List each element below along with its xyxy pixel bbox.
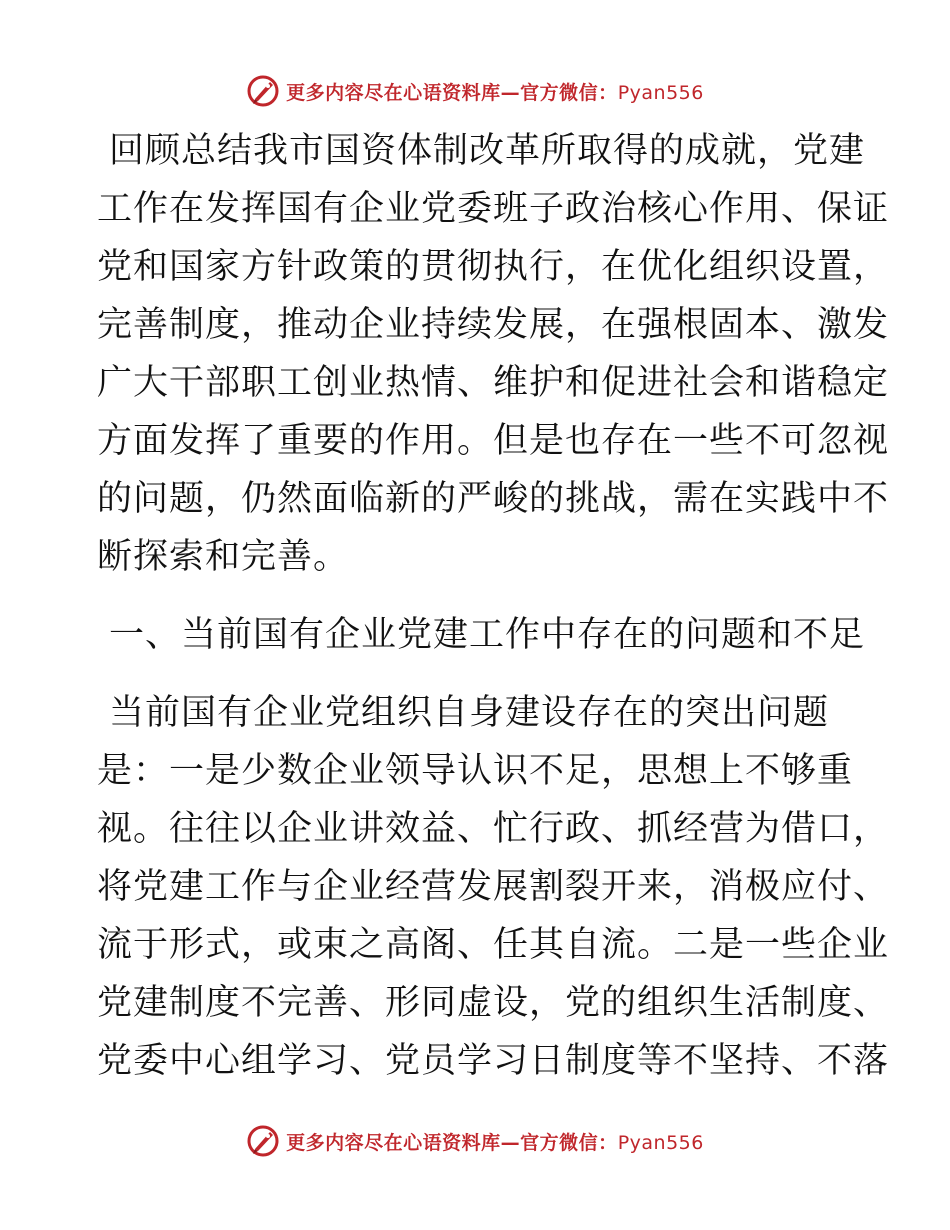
paragraph-1	[97, 122, 890, 586]
header-banner	[0, 69, 950, 113]
text-line: 当前国有企业党组织自身建设存在的突出问题	[109, 693, 830, 733]
document-body	[97, 122, 890, 1090]
text-line: 完善制度，推动企业持续发展，在强根固本、激发	[97, 305, 890, 345]
text-line: 广大干部职工创业热情、维护和促进社会和谐稳定	[97, 363, 890, 403]
text-line: 党建制度不完善、形同虚设，党的组织生活制度、	[97, 983, 890, 1023]
quill-pen-logo-icon	[246, 74, 280, 108]
text-line: 回顾总结我市国资体制改革所取得的成就，党建	[109, 131, 866, 171]
spacer	[97, 586, 857, 606]
banner-wechat-label: 官方微信：	[520, 81, 618, 104]
text-line: 的问题，仍然面临新的严峻的挑战，需在实践中不	[97, 479, 890, 519]
banner-separator: —	[500, 1131, 521, 1154]
banner-wechat-account: Pyan556	[617, 1131, 704, 1154]
text-line: 是：一是少数企业领导认识不足，思想上不够重	[97, 751, 854, 791]
section-heading: 一、当前国有企业党建工作中存在的问题和不足	[109, 615, 866, 655]
banner-site: 更多内容尽在心语资料库	[286, 1131, 501, 1154]
text-line: 工作在发挥国有企业党委班子政治核心作用、保证	[97, 189, 890, 229]
banner-site: 更多内容尽在心语资料库	[286, 81, 501, 104]
banner-text	[286, 78, 704, 105]
footer-banner	[0, 1119, 950, 1163]
text-line: 方面发挥了重要的作用。但是也存在一些不可忽视	[97, 421, 890, 461]
text-line: 党和国家方针政策的贯彻执行，在优化组织设置，	[97, 247, 890, 287]
spacer	[97, 664, 857, 684]
text-line: 流于形式，或束之高阁、任其自流。二是一些企业	[97, 925, 890, 965]
banner-text	[286, 1128, 704, 1155]
banner-wechat-account: Pyan556	[617, 81, 704, 104]
banner-wechat-label: 官方微信：	[520, 1131, 618, 1154]
text-line: 党委中心组学习、党员学习日制度等不坚持、不落	[97, 1041, 890, 1081]
text-line: 断探索和完善。	[97, 537, 350, 577]
text-line: 视。往往以企业讲效益、忙行政、抓经营为借口，	[97, 809, 890, 849]
paragraph-2	[97, 684, 890, 1090]
banner-separator: —	[500, 81, 521, 104]
text-line: 将党建工作与企业经营发展割裂开来，消极应付、	[97, 867, 890, 907]
quill-pen-logo-icon	[246, 1124, 280, 1158]
